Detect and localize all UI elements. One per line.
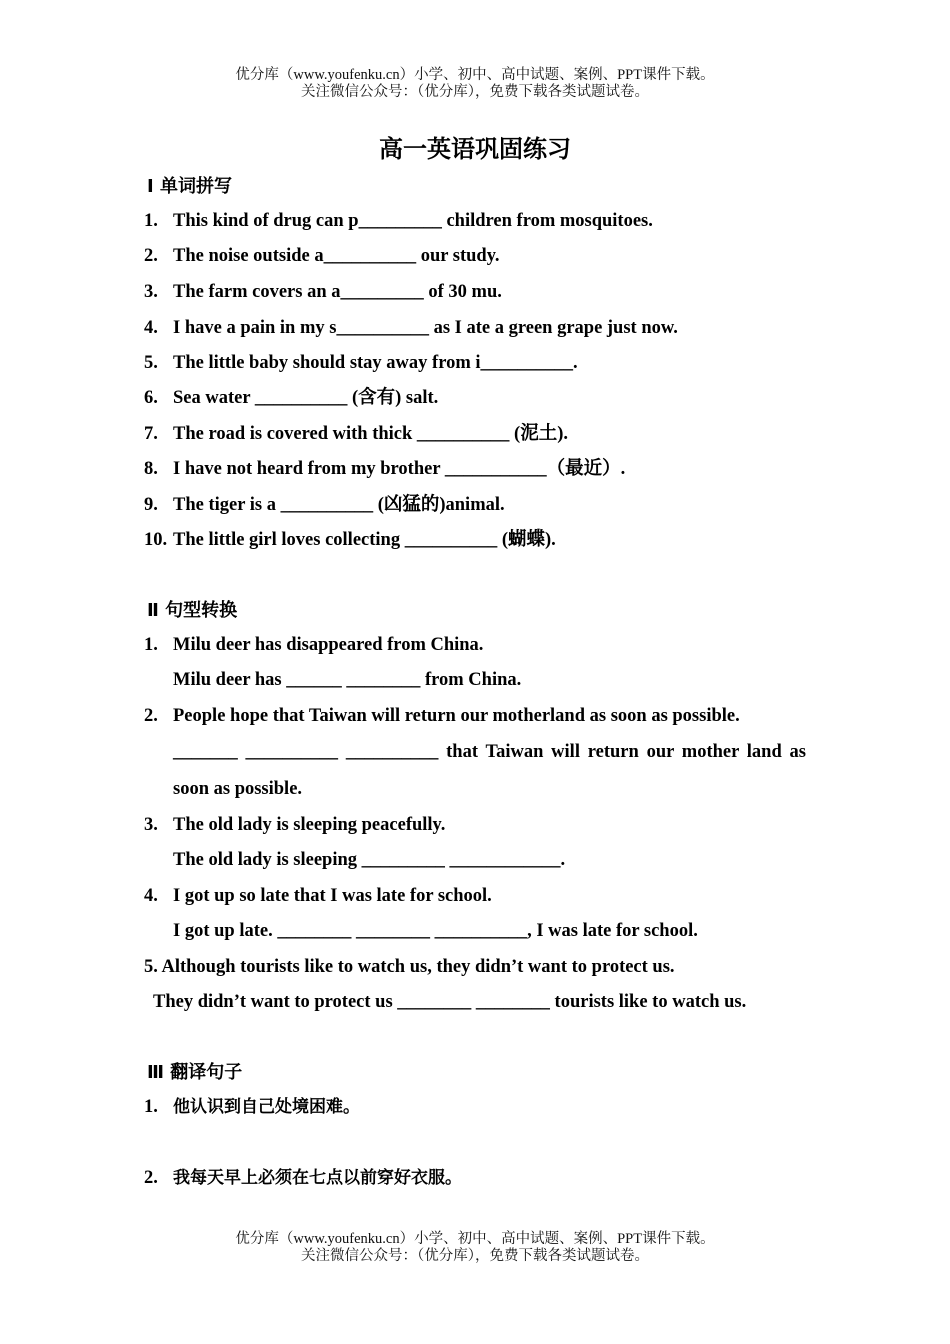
section-1-heading: Ⅰ 单词拼写 bbox=[147, 176, 232, 197]
question-number: 4. bbox=[144, 886, 158, 906]
item-number: 10. bbox=[144, 530, 168, 550]
item-number: 5. bbox=[144, 353, 158, 373]
footer-line-1: 优分库（www.youfenku.cn）小学、初中、高中试题、案例、PPT课件下载。 bbox=[235, 1231, 715, 1247]
question-text: I got up so late that I was late for school. bbox=[173, 886, 492, 906]
item-text: 他认识到自己处境困难。 bbox=[173, 1097, 360, 1117]
footer-line-2: 关注微信公众号：（优分库），免费下载各类试题试卷。 bbox=[301, 1248, 649, 1264]
page-footer bbox=[0, 1231, 950, 1265]
item-text: The road is covered with thick __________ (泥土). bbox=[173, 424, 569, 444]
page-title: 高一英语巩固练习 bbox=[379, 135, 571, 163]
question-answer-line: Milu deer has ______ ________ from China. bbox=[173, 670, 522, 690]
item-number: 8. bbox=[144, 459, 158, 479]
question-text: The old lady is sleeping peacefully. bbox=[173, 815, 446, 835]
question-answer-line: They didn’t want to protect us ________ ________ tourists like to watch us. bbox=[153, 992, 747, 1012]
item-text: The little girl loves collecting __________ (蝴蝶). bbox=[173, 530, 556, 550]
item-text: I have a pain in my s__________ as I ate a green grape just now. bbox=[173, 318, 678, 338]
question-answer-line: I got up late. ________ ________ __________, I was late for school. bbox=[173, 921, 698, 941]
item-number: 1. bbox=[144, 211, 158, 231]
question-answer-line: The old lady is sleeping _________ ____________. bbox=[173, 850, 566, 870]
section-3-heading: Ⅲ 翻译句子 bbox=[147, 1062, 243, 1083]
question-answer-line: _______ __________ __________ that Taiwan will return our mother land as bbox=[173, 742, 806, 762]
item-number: 1. bbox=[144, 1097, 158, 1117]
item-text: The noise outside a__________ our study. bbox=[173, 246, 500, 266]
item-text: The farm covers an a_________ of 30 mu. bbox=[173, 282, 502, 302]
page-header bbox=[0, 67, 950, 101]
item-text: The little baby should stay away from i__________. bbox=[173, 353, 578, 373]
question-number: 2. bbox=[144, 706, 158, 726]
item-number: 6. bbox=[144, 388, 158, 408]
item-number: 2. bbox=[144, 1168, 158, 1188]
question-answer-line: soon as possible. bbox=[173, 779, 303, 799]
header-line-2: 关注微信公众号：（优分库），免费下载各类试题试卷。 bbox=[301, 84, 649, 100]
item-text: Sea water __________ (含有) salt. bbox=[173, 388, 439, 408]
item-text: I have not heard from my brother ___________（最近）. bbox=[173, 459, 626, 479]
header-line-1: 优分库（www.youfenku.cn）小学、初中、高中试题、案例、PPT课件下载。 bbox=[235, 67, 715, 83]
item-number: 7. bbox=[144, 424, 158, 444]
item-number: 3. bbox=[144, 282, 158, 302]
item-number: 4. bbox=[144, 318, 158, 338]
item-number: 9. bbox=[144, 495, 158, 515]
question-number: 3. bbox=[144, 815, 158, 835]
question-text: Milu deer has disappeared from China. bbox=[173, 635, 484, 655]
question-number: 1. bbox=[144, 635, 158, 655]
item-number: 2. bbox=[144, 246, 158, 266]
question-text: People hope that Taiwan will return our motherland as soon as possible. bbox=[173, 706, 740, 726]
item-text: 我每天早上必须在七点以前穿好衣服。 bbox=[173, 1168, 462, 1188]
item-text: This kind of drug can p_________ children from mosquitoes. bbox=[173, 211, 653, 231]
item-text: The tiger is a __________ (凶猛的)animal. bbox=[173, 495, 505, 515]
section-2-question: 5. Although tourists like to watch us, they didn’t want to protect us. bbox=[144, 957, 675, 977]
section-2-heading: Ⅱ 句型转换 bbox=[147, 600, 238, 621]
